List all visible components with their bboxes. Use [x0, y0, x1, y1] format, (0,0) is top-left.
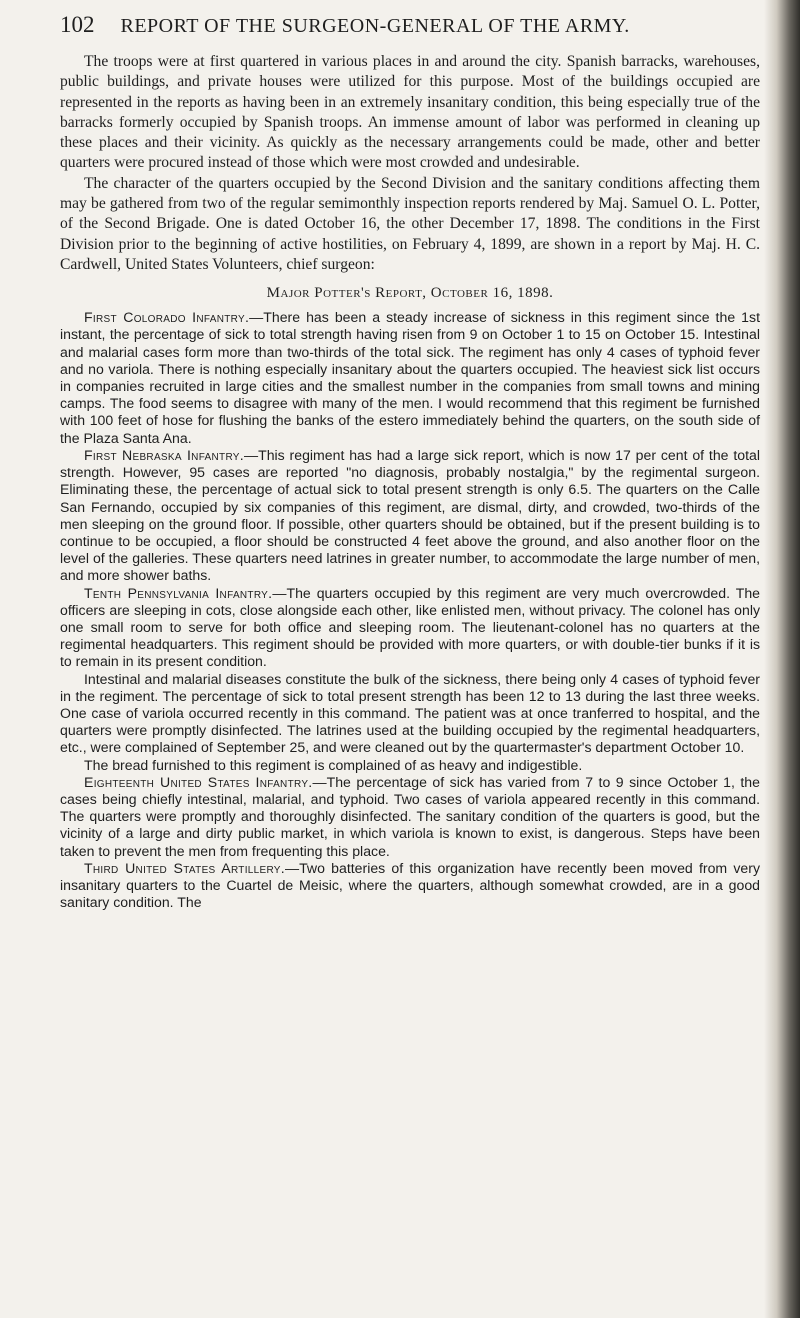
paragraph-lead: Eighteenth United States Infantry. — [84, 773, 313, 790]
paragraph-lead: First Colorado Infantry. — [84, 309, 250, 326]
paragraph-lead: Tenth Pennsylvania Infantry. — [84, 584, 273, 601]
report-title: Major Potter's Report, October 16, 1898. — [266, 285, 554, 302]
book-binding-edge — [764, 0, 800, 1318]
paragraph-text: The bread furnished to this regiment is complained of as heavy and indigestible. — [84, 756, 583, 773]
page-body — [60, 52, 760, 911]
running-head: REPORT OF THE SURGEON-GENERAL OF THE ARMY. — [120, 15, 630, 37]
paragraph-text: Intestinal and malarial diseases constitute the bulk of the sickness, there being only 4 cases of typhoid fever in the regiment. The percentage of sick to total present strength has been 12 to 13 during the last three weeks. One case of variola occurred recently in this command. The patient was at once tranferred to hospital, and the quarters were promptly disinfected. The latrines used at the building occupied by the regimental headquarters, etc., were complained of September 25, and were cleaned out by the quartermaster's department October 10. — [60, 670, 760, 756]
paragraph-text: —The quarters occupied by this regiment are very much overcrowded. The officers are sleeping in cots, close alongside each other, like enlisted men, without privacy. The colonel has only one small room to serve for both office and sleeping room. The lieutenant-colonel has no quarters at the regimental headquarters. This regiment should be provided with more quarters, or with double-tier bunks if it is to remain in its present condition. — [60, 584, 760, 670]
paragraph-text: —This regiment has had a large sick report, which is now 17 per cent of the total strength. However, 95 cases are reported "no diagnosis, probably nostalgia," by the regimental surgeon. Eliminating these, the percentage of actual sick to total present strength is only 6.5. The quarters on the Calle San Fernando, occupied by six companies of this regiment, are dismal, dirty, and crowded, two-thirds of the men sleeping on the ground floor. If possible, other quarters should be obtained, but if the present building is to continue to be occupied, a floor should be constructed 4 feet above the ground, and also another floor on the level of the galleries. These quarters need latrines in greater number, to accommodate the large number of men, and more shower baths. — [60, 446, 760, 584]
paragraph-text: —The percentage of sick has varied from 7 to 9 since October 1, the cases being chiefly intestinal, malarial, and typhoid. Two cases of variola appeared recently in this command. The quarters were promptly and thoroughly disinfected. The sanitary condition of the quarters is good, but the vicinity of a large and dirty public market, in which variola is known to exist, is dangerous. Steps have been taken to prevent the men from frequenting this place. — [60, 773, 760, 859]
report-paragraph-diseases — [60, 671, 760, 757]
paragraph-lead: Third United States Artillery. — [84, 859, 285, 876]
page-header — [60, 12, 760, 44]
page-number: 102 — [60, 12, 95, 37]
report-paragraph-artillery — [60, 860, 760, 912]
paragraph-text: —There has been a steady increase of sickness in this regiment since the 1st instant, the percentage of sick to total strength having risen from 9 on October 1 to 15 on October 15. Intestinal and malarial cases form more than two-thirds of the total sick. The regiment has only 4 cases of typhoid fever and no variola. There is nothing especially insanitary about the quarters occupied. The heaviest sick list occurs in companies recruited in large cities and the smallest number in the companies from small towns and mining camps. The food seems to disagree with many of the men. I would recommend that this regiment be furnished with 100 feet of hose for flushing the banks of the estero immediately behind the quarters, on the south side of the Plaza Santa Ana. — [60, 309, 760, 446]
intro-paragraph: The character of the quarters occupied by the Second Division and the sanitary conditions affecting them may be gathered from two of the regular semimonthly inspection reports rendered by Maj. Samuel O. L. Potter, of the Second Brigade. One is dated October 16, the other December 17, 1898. The conditions in the First Division prior to the beginning of active hostilities, on February 4, 1899, are shown in a report by Maj. H. C. Cardwell, United States Volunteers, chief surgeon: — [60, 174, 760, 273]
intro-paragraph: The troops were at first quartered in various places in and around the city. Spanish barracks, warehouses, public buildings, and private houses were utilized for this purpose. Most of the buildings occupied are represented in the reports as having been in an extremely insanitary condition, this being especially true of the barracks formerly occupied by Spanish troops. An immense amount of labor was performed in cleaning up these places and their vicinity. As quickly as the necessary arrangements could be made, other and better quarters were procured instead of those which were most crowded and undesirable. — [60, 53, 760, 172]
paragraph-text: —Two batteries of this organization have recently been moved from very insanitary quarters to the Cuartel de Meisic, where the quarters, although somewhat crowded, are in a good sanitary condition. The — [60, 859, 760, 911]
report-paragraph-pennsylvania — [60, 585, 760, 671]
paragraph-lead: First Nebraska Infantry. — [84, 446, 244, 463]
report-paragraph-nebraska — [60, 447, 760, 585]
report-paragraph-bread — [60, 757, 760, 774]
report-paragraph-eighteenth — [60, 774, 760, 860]
report-paragraph-colorado — [60, 309, 760, 447]
